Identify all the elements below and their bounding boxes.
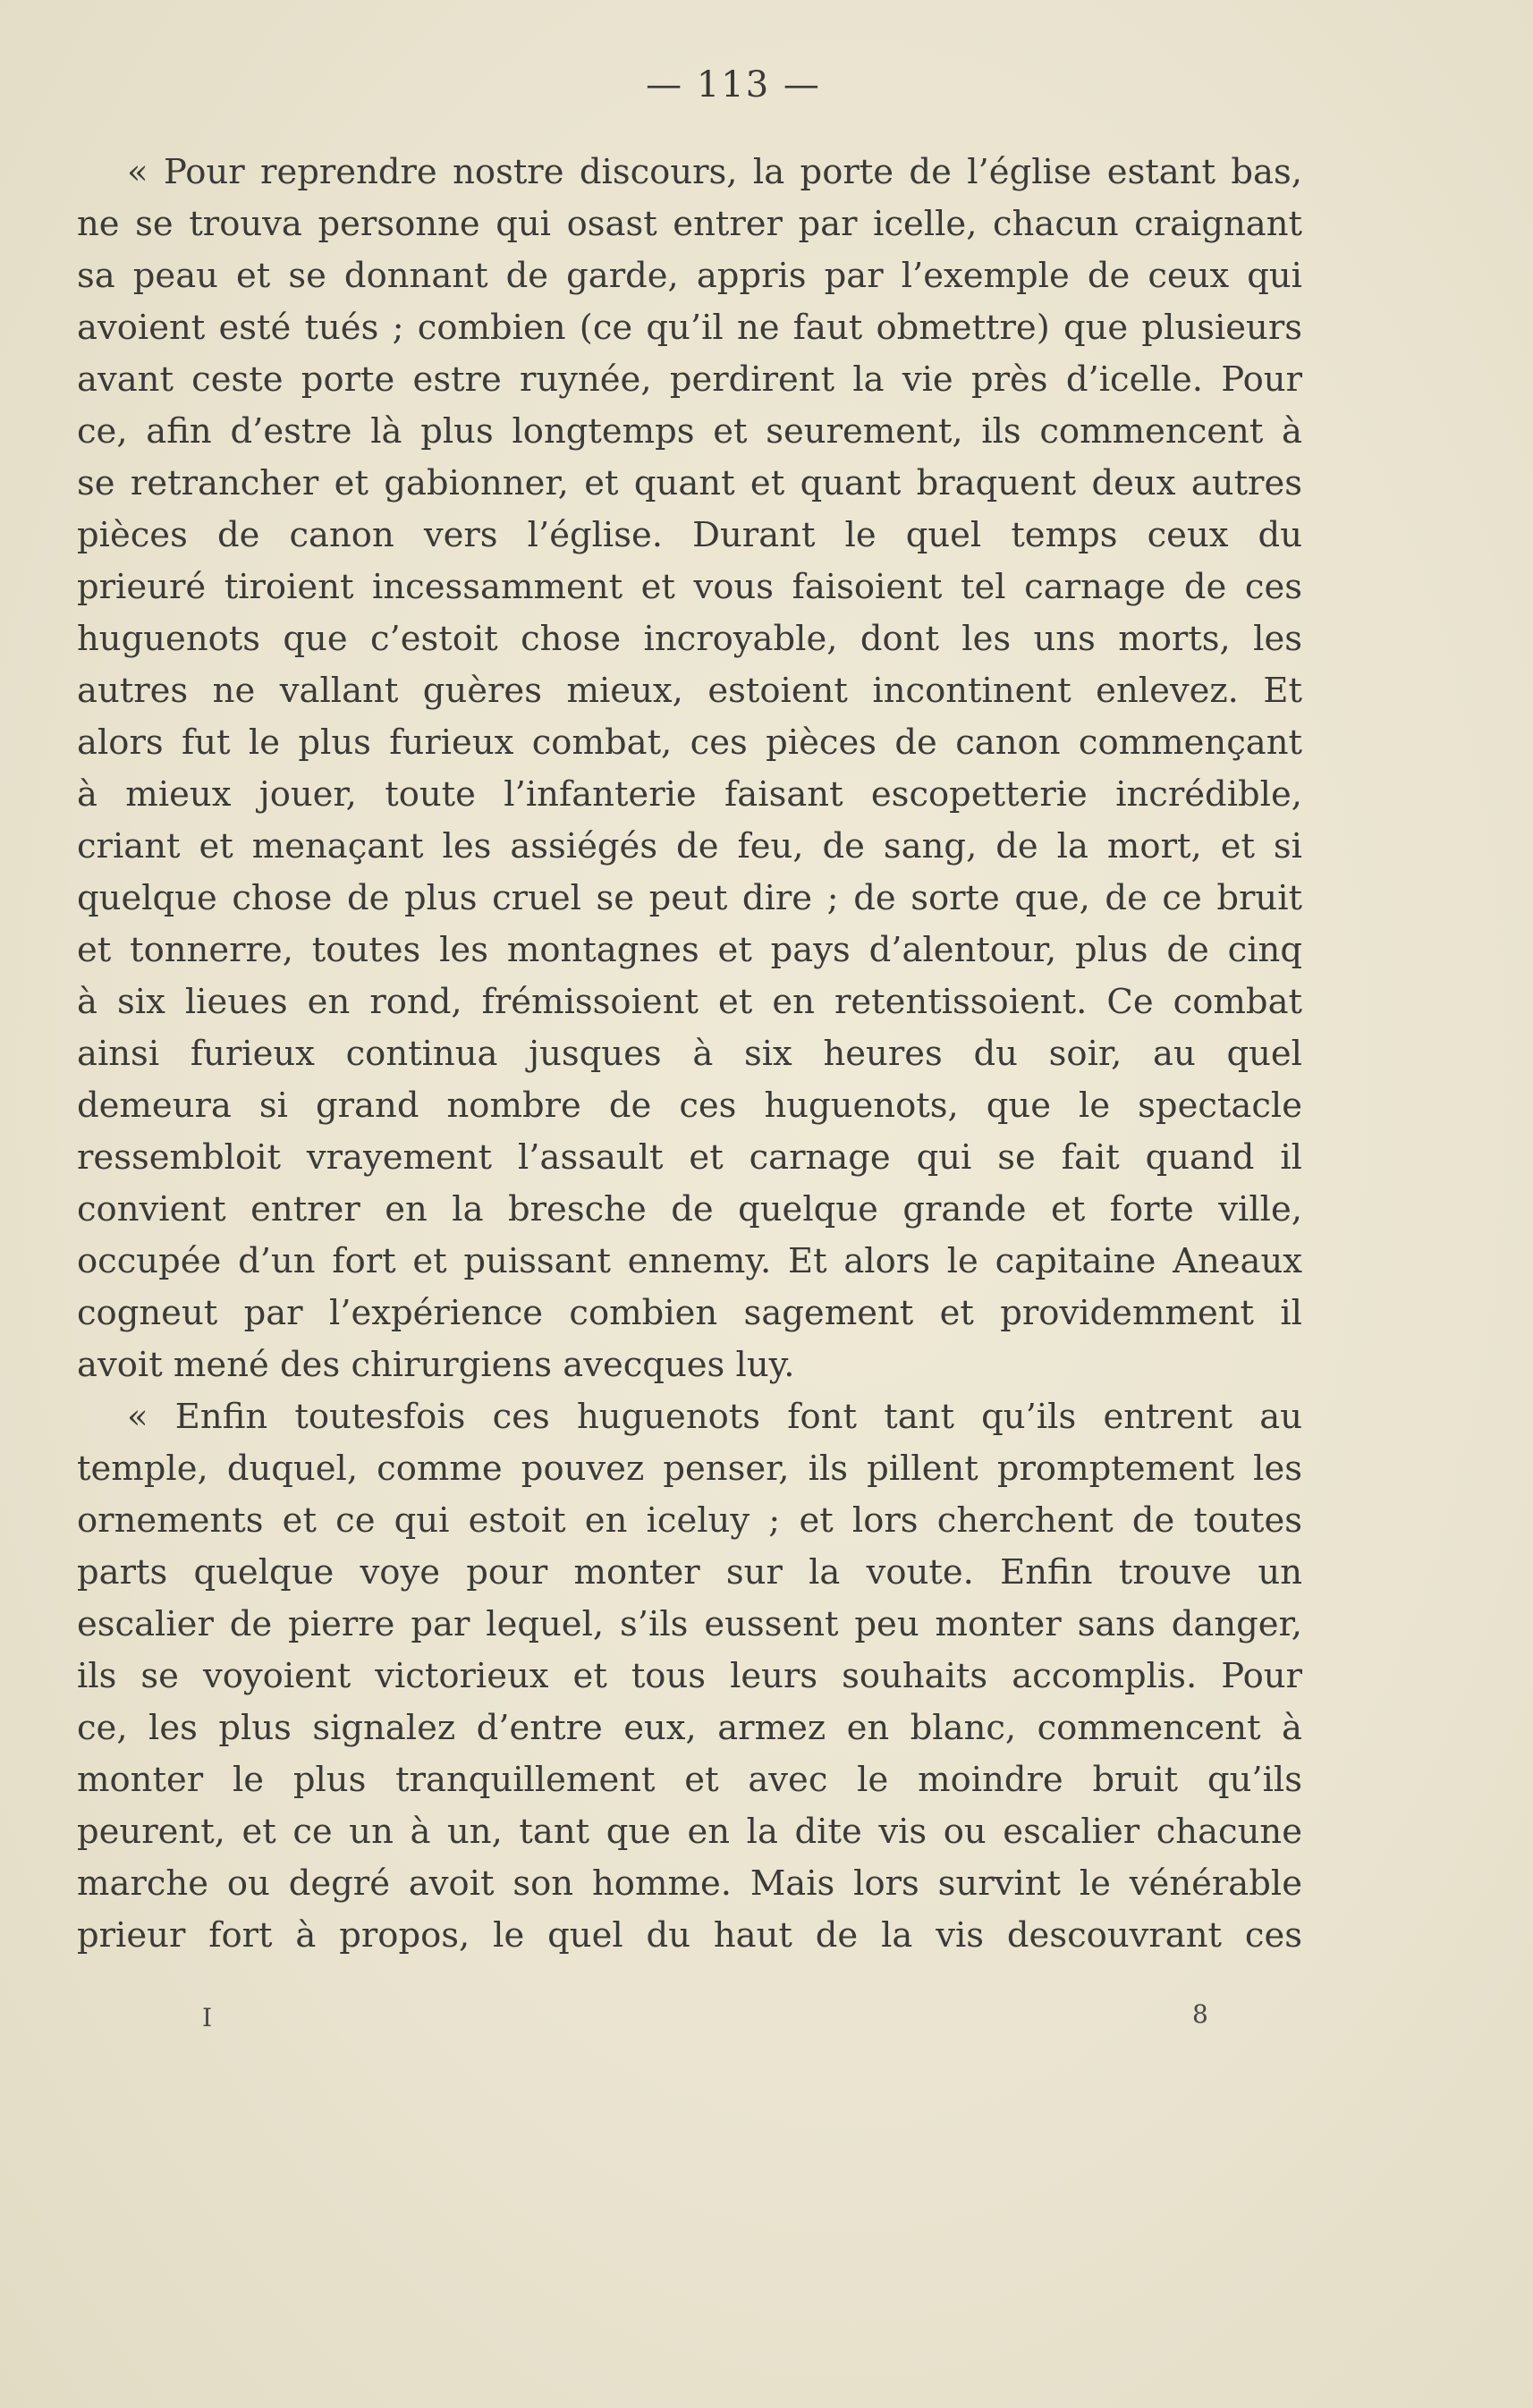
text-line: pièces de canon vers l’église. Durant le quel temps ceux du bbox=[77, 515, 1302, 555]
text-line: ce, les plus signalez d’entre eux, armez en blanc, commencent à bbox=[77, 1708, 1302, 1748]
text-line: sa peau et se donnant de garde, appris par l’exemple de ceux qui bbox=[77, 256, 1302, 296]
text-line: et tonnerre, toutes les montagnes et pays d’alentour, plus de cinq bbox=[77, 930, 1302, 970]
text-line: demeura si grand nombre de ces huguenots, que le spectacle bbox=[77, 1086, 1302, 1126]
text-line: avant ceste porte estre ruynée, perdirent la vie près d’icelle. Pour bbox=[77, 359, 1302, 400]
text-line: autres ne vallant guères mieux, estoient incontinent enlevez. Et bbox=[77, 671, 1302, 711]
text-line: ainsi furieux continua jusques à six heures du soir, au quel bbox=[77, 1034, 1302, 1074]
signature-mark-left: I bbox=[202, 2003, 213, 2032]
text-line: se retrancher et gabionner, et quant et quant braquent deux autres bbox=[77, 463, 1302, 503]
text-line: huguenots que c’estoit chose incroyable, dont les uns morts, les bbox=[77, 619, 1302, 659]
text-line: ils se voyoient victorieux et tous leurs souhaits accomplis. Pour bbox=[77, 1656, 1302, 1696]
body-text bbox=[77, 147, 1302, 1962]
text-line: ressembloit vrayement l’assault et carnage qui se fait quand il bbox=[77, 1137, 1302, 1178]
text-line: alors fut le plus furieux combat, ces pièces de canon commençant bbox=[77, 722, 1302, 763]
text-line: avoient esté tués ; combien (ce qu’il ne faut obmettre) que plusieurs bbox=[77, 308, 1302, 348]
text-line: peurent, et ce un à un, tant que en la dite vis ou escalier chacune bbox=[77, 1812, 1302, 1852]
text-line: prieuré tiroient incessamment et vous faisoient tel carnage de ces bbox=[77, 567, 1302, 607]
text-line: « Pour reprendre nostre discours, la porte de l’église estant bas, bbox=[127, 152, 1302, 192]
text-line: occupée d’un fort et puissant ennemy. Et alors le capitaine Aneaux bbox=[77, 1241, 1302, 1281]
text-line: ne se trouva personne qui osast entrer par icelle, chacun craignant bbox=[77, 204, 1302, 244]
text-line: ce, afin d’estre là plus longtemps et seurement, ils commencent à bbox=[77, 411, 1302, 452]
text-line: à six lieues en rond, frémissoient et en retentissoient. Ce combat bbox=[77, 982, 1302, 1022]
text-line: ornements et ce qui estoit en iceluy ; et lors cherchent de toutes bbox=[77, 1500, 1302, 1541]
text-line: prieur fort à propos, le quel du haut de la vis descouvrant ces bbox=[77, 1915, 1302, 1956]
text-line: cogneut par l’expérience combien sagement et providemment il bbox=[77, 1293, 1302, 1333]
signature-mark-right: 8 bbox=[1192, 1999, 1208, 2029]
page-number: — 113 — bbox=[646, 64, 821, 106]
text-line: quelque chose de plus cruel se peut dire ; de sorte que, de ce bruit bbox=[77, 878, 1302, 918]
text-line: parts quelque voye pour monter sur la voute. Enfin trouve un bbox=[77, 1552, 1302, 1593]
text-line: temple, duquel, comme pouvez penser, ils pillent promptement les bbox=[77, 1449, 1302, 1489]
text-line: marche ou degré avoit son homme. Mais lors survint le vénérable bbox=[77, 1863, 1302, 1904]
text-line: monter le plus tranquillement et avec le moindre bruit qu’ils bbox=[77, 1760, 1302, 1800]
text-line: avoit mené des chirurgiens avecques luy. bbox=[77, 1345, 795, 1385]
text-line: criant et menaçant les assiégés de feu, de sang, de la mort, et si bbox=[77, 826, 1302, 866]
text-line: convient entrer en la bresche de quelque grande et forte ville, bbox=[77, 1189, 1302, 1229]
text-line: escalier de pierre par lequel, s’ils eussent peu monter sans danger, bbox=[77, 1604, 1302, 1644]
text-line: à mieux jouer, toute l’infanterie faisant escopetterie incrédible, bbox=[77, 774, 1302, 815]
text-line: « Enfin toutesfois ces huguenots font tant qu’ils entrent au bbox=[127, 1397, 1302, 1437]
